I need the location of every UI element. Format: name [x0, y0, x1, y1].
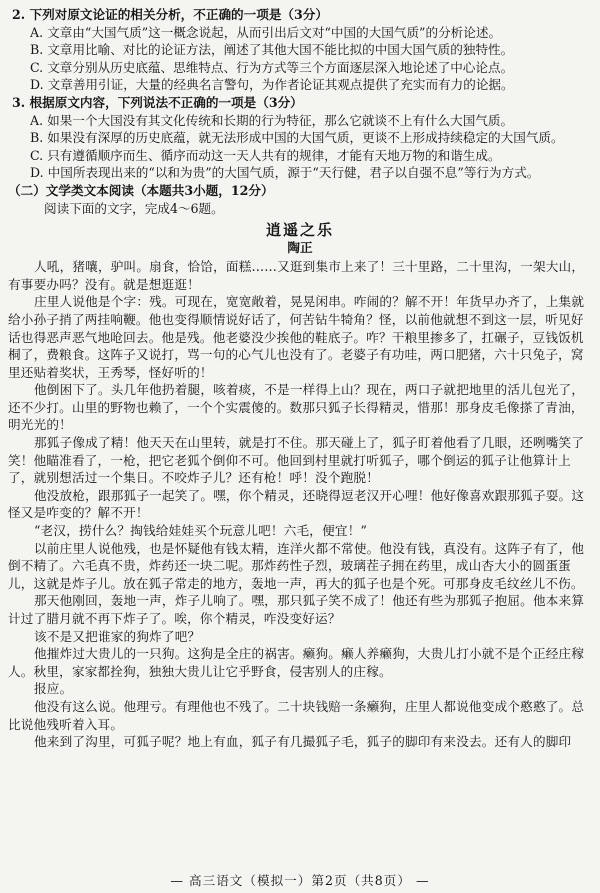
paragraph: 他摧炸过大贵儿的一只狗。这狗是全庄的祸害。癞狗。癞人养癞狗，大贵儿打小就不是个正经庄稼人。秋里，家家都拴狗，独独大贵儿让它乎野食，侵害别人的庄稼。 [8, 646, 585, 679]
question-stem: 2. 下列对原文论证的相关分析，不正确的一项是（3分） [12, 7, 328, 22]
paragraph: 那天他刚回，轰地一声，炸子儿响了。嘿，那只狐子笑不成了！他还有些为那狐子抱屈。他本来算计过了腊月就不再下炸子了。唉，你个精灵，咋没变好运？ [8, 593, 585, 626]
story-body [8, 258, 592, 751]
option-a: A. 如果一个大国没有其文化传统和长期的行为特征，那么它就谈不上有什么大国气质。 [30, 112, 514, 128]
paragraph: 该不是又把谁家的狗炸了吧？ [34, 628, 201, 644]
section-instruction: 阅读下面的文字，完成4～6题。 [44, 200, 224, 216]
paragraph: “老汉，捞什么？掏钱给娃娃买个玩意儿吧！六毛，便宜！” [34, 523, 368, 539]
question-2 [8, 6, 592, 94]
section-heading: （二）文学类文本阅读（本题共3小题，12分） [8, 182, 274, 198]
paragraph: 他倒困下了。头几年他扔着腿，咳着痰，不是一样得上山？现在，两口子就把地里的活儿包光了，还不少打。山里的野物也赖了，一个个实震傻的。数那只狐子长得精灵，惜那！那身皮毛像搽了青油，明光光的！ [8, 382, 585, 433]
story-author: 陶正 [287, 240, 313, 256]
question-3 [8, 94, 592, 182]
option-c: C. 只有遵循顺序而生、循序而动这一天人共有的规律，才能有天地万物的和谐生成。 [30, 147, 501, 163]
paragraph: 报应。 [34, 681, 73, 697]
paragraph: 以前庄里人说他残，也是怀疑他有钱太精，连洋火都不常使。他没有钱，真没有。这阵子有了，他倒不精了。六毛真不贵，炸药还一块二呢。那炸药性子烈，玻璃茬子拥在药里，成山杏大小的圆蛋蛋儿，这就是炸子儿。放在狐子常走的地方，轰地一声，再大的狐子也是个死。可那身皮毛纹丝儿不伤。 [8, 540, 585, 591]
option-a: A. 文章由“大国气质”这一概念说起，从而引出后文对“中国的大国气质”的分析论述。 [30, 24, 502, 40]
option-b: B. 如果没有深厚的历史底蕴，就无法形成中国的大国气质，更谈不上形成持续稳定的大国气质。 [30, 130, 564, 146]
paragraph: 人吼，猪嚷，驴叫。扇食，恰饸，面糕……又逛到集市上来了！三十里路，二十里沟，一架大山，有事要办吗？没有。就是想逛逛！ [8, 259, 585, 292]
paragraph: 那狐子像成了精！他天天在山里转，就是打不住。那天碰上了，狐子盯着他看了几眼，还咧嘴笑了笑！他瞄准看了，一枪，把它老狐个倒仰不可。他回到村里就打听狐子，哪个倒运的狐子让他算计上了，就别想活过一个集日。不咬炸子儿？还有枪！呼！没个跑脱！ [8, 435, 585, 486]
story-title: 逍遥之乐 [265, 221, 334, 240]
paragraph: 他没有这么说。他理亏。有理他也不残了。二十块钱赔一条癞狗，庄里人都说他变成个憨憨了。总比说他残听着入耳。 [8, 698, 585, 732]
option-d: D. 文章善用引证，大量的经典名言警句，为作者论证其观点提供了充实而有力的论据。 [30, 77, 514, 93]
option-b: B. 文章用比喻、对比的论证方法，阐述了其他大国不能比拟的中国大国气质的独特性。 [30, 42, 514, 58]
paragraph: 庄里人说他是个字：残。可现在，宽宽敞着，晃晃闲串。咋闹的？解不开！年货早办齐了，上集就给小孙子捎了两挂响鞭。他也变得顺情说好话了，何苦钻牛犄角？怪，以前他就想不到这一层，听见好话也得恶声恶气地呛回去。他是残。他老婆没少挨他的鞋底子。咋？干粮里掺多了，扛碾子，豆钱饭机桐了，费粮食。这阵子又说打，骂一句的心气儿也没有了。老婆子有功哇，两口肥猪，六十只兔子，窝里还贴着奖状，王秀琴，怪好听的！ [8, 294, 585, 380]
option-d: D. 中国所表现出来的“以和为贵”的大国气质，源于“天行健，君子以自强不息”等行为方式。 [30, 165, 540, 181]
page-footer: — 高三语文（模拟一）第2页（共8页） — [170, 873, 430, 888]
question-stem: 3. 根据原文内容，下列说法不正确的一项是（3分） [12, 94, 303, 110]
paragraph: 他来到了沟里，可狐子呢？地上有血，狐子有几撮狐子毛，狐子的脚印有来没去。还有人的脚印 [34, 734, 572, 750]
option-c: C. 文章分别从历史底蕴、思维特点、行为方式等三个方面逐层深入地论述了中心论点。 [30, 59, 514, 75]
paragraph: 他没放枪，跟那狐子一起笑了。嘿，你个精灵，还晓得逗老汉开心哩！他好像喜欢跟那狐子耍。这怪又是咋变的？解不开！ [8, 487, 585, 521]
